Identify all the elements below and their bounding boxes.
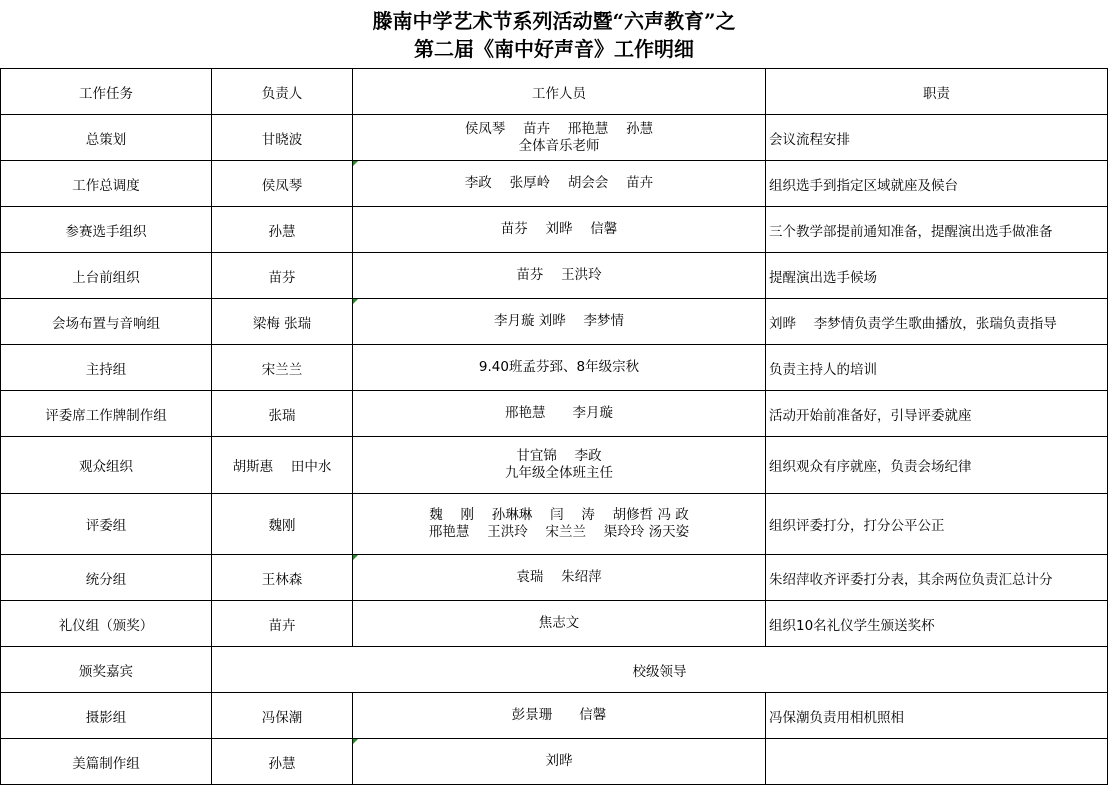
task-cell: 颁奖嘉宾 — [1, 647, 212, 693]
staff-cell — [353, 693, 766, 739]
staff-cell — [353, 299, 766, 345]
table-row — [1, 253, 1108, 299]
staff-cell — [353, 161, 766, 207]
staff-line: 袁瑞 朱绍萍 — [516, 569, 602, 585]
task-cell: 礼仪组（颁奖） — [1, 601, 212, 647]
staff-cell — [353, 115, 766, 161]
staff-cell — [353, 494, 766, 555]
duty-cell: 刘晔 李梦情负责学生歌曲播放，张瑞负责指导 — [766, 299, 1108, 345]
title-line-1: 滕南中学艺术节系列活动暨“六声教育”之 — [372, 9, 736, 33]
table-row — [1, 437, 1108, 494]
task-cell: 统分组 — [1, 555, 212, 601]
task-cell: 参赛选手组织 — [1, 207, 212, 253]
staff-line: 9.40班孟芬郅、8年级宗秋 — [478, 359, 640, 375]
duty-cell: 冯保潮负责用相机照相 — [766, 693, 1108, 739]
lead-cell: 张瑞 — [212, 391, 353, 437]
staff-line: 彭景珊 信馨 — [511, 707, 607, 723]
merged-cell: 校级领导 — [212, 647, 1108, 693]
duty-cell: 三个教学部提前通知准备，提醒演出选手做准备 — [766, 207, 1108, 253]
lead-cell: 王林森 — [212, 555, 353, 601]
staff-line: 苗芬 王洪玲 — [516, 267, 602, 283]
duty-cell: 组织选手到指定区域就座及候台 — [766, 161, 1108, 207]
staff-line: 邢艳慧 李月璇 — [505, 405, 613, 421]
duty-cell: 活动开始前准备好，引导评委就座 — [766, 391, 1108, 437]
table-row — [1, 494, 1108, 555]
table-row — [1, 161, 1108, 207]
duty-cell: 组织观众有序就座，负责会场纪律 — [766, 437, 1108, 494]
header-row — [1, 69, 1108, 115]
task-cell: 会场布置与音响组 — [1, 299, 212, 345]
staff-cell — [353, 601, 766, 647]
table-row — [1, 115, 1108, 161]
staff-line: 全体音乐老师 — [518, 137, 600, 154]
task-cell: 评委席工作牌制作组 — [1, 391, 212, 437]
task-cell: 评委组 — [1, 494, 212, 555]
duty-cell: 朱绍萍收齐评委打分表，其余两位负责汇总计分 — [766, 555, 1108, 601]
document-title — [0, 0, 1108, 68]
lead-cell: 胡斯惠 田中水 — [212, 437, 353, 494]
lead-cell: 甘晓波 — [212, 115, 353, 161]
lead-cell: 魏刚 — [212, 494, 353, 555]
table-row — [1, 647, 1108, 693]
header-duty: 职责 — [766, 69, 1108, 115]
task-cell: 工作总调度 — [1, 161, 212, 207]
work-detail-table — [0, 68, 1108, 785]
table-row — [1, 601, 1108, 647]
staff-cell — [353, 391, 766, 437]
staff-line: 苗芬 刘晔 信馨 — [500, 221, 618, 237]
table-row — [1, 555, 1108, 601]
table-row — [1, 207, 1108, 253]
duty-cell — [766, 739, 1108, 785]
table-row — [1, 345, 1108, 391]
table-row — [1, 299, 1108, 345]
title-line-2: 第二届《南中好声音》工作明细 — [414, 37, 694, 61]
lead-cell: 苗芬 — [212, 253, 353, 299]
staff-line: 李政 张厚岭 胡会会 苗卉 — [464, 175, 654, 191]
staff-cell — [353, 437, 766, 494]
task-cell: 上台前组织 — [1, 253, 212, 299]
lead-cell: 宋兰兰 — [212, 345, 353, 391]
staff-line: 李月璇 刘晔 李梦情 — [493, 313, 625, 329]
header-task: 工作任务 — [1, 69, 212, 115]
header-lead: 负责人 — [212, 69, 353, 115]
task-cell: 摄影组 — [1, 693, 212, 739]
task-cell: 主持组 — [1, 345, 212, 391]
staff-line: 侯凤琴 苗卉 邢艳慧 孙慧 — [464, 120, 654, 137]
lead-cell: 侯凤琴 — [212, 161, 353, 207]
lead-cell: 孙慧 — [212, 739, 353, 785]
staff-cell — [353, 555, 766, 601]
duty-cell: 会议流程安排 — [766, 115, 1108, 161]
duty-cell: 组织评委打分，打分公平公正 — [766, 494, 1108, 555]
table-row — [1, 739, 1108, 785]
table-row — [1, 391, 1108, 437]
duty-cell: 提醒演出选手候场 — [766, 253, 1108, 299]
task-cell: 美篇制作组 — [1, 739, 212, 785]
lead-cell: 苗卉 — [212, 601, 353, 647]
staff-cell — [353, 345, 766, 391]
staff-line: 焦志文 — [538, 615, 580, 631]
task-cell: 总策划 — [1, 115, 212, 161]
staff-line: 邢艳慧 王洪玲 宋兰兰 渠玲玲 汤天姿 — [428, 524, 690, 540]
staff-cell — [353, 253, 766, 299]
lead-cell: 冯保潮 — [212, 693, 353, 739]
staff-line: 甘宜锦 李政 — [516, 448, 602, 464]
duty-cell: 组织10名礼仪学生颁送奖杯 — [766, 601, 1108, 647]
staff-line: 刘晔 — [545, 753, 573, 769]
staff-cell — [353, 739, 766, 785]
staff-line: 魏 刚 孙琳琳 闫 涛 胡修哲 冯 政 — [429, 507, 689, 523]
table-row — [1, 693, 1108, 739]
staff-line: 九年级全体班主任 — [505, 465, 613, 481]
lead-cell: 孙慧 — [212, 207, 353, 253]
task-cell: 观众组织 — [1, 437, 212, 494]
header-staff: 工作人员 — [353, 69, 766, 115]
staff-cell — [353, 207, 766, 253]
duty-cell: 负责主持人的培训 — [766, 345, 1108, 391]
lead-cell: 梁梅 张瑞 — [212, 299, 353, 345]
